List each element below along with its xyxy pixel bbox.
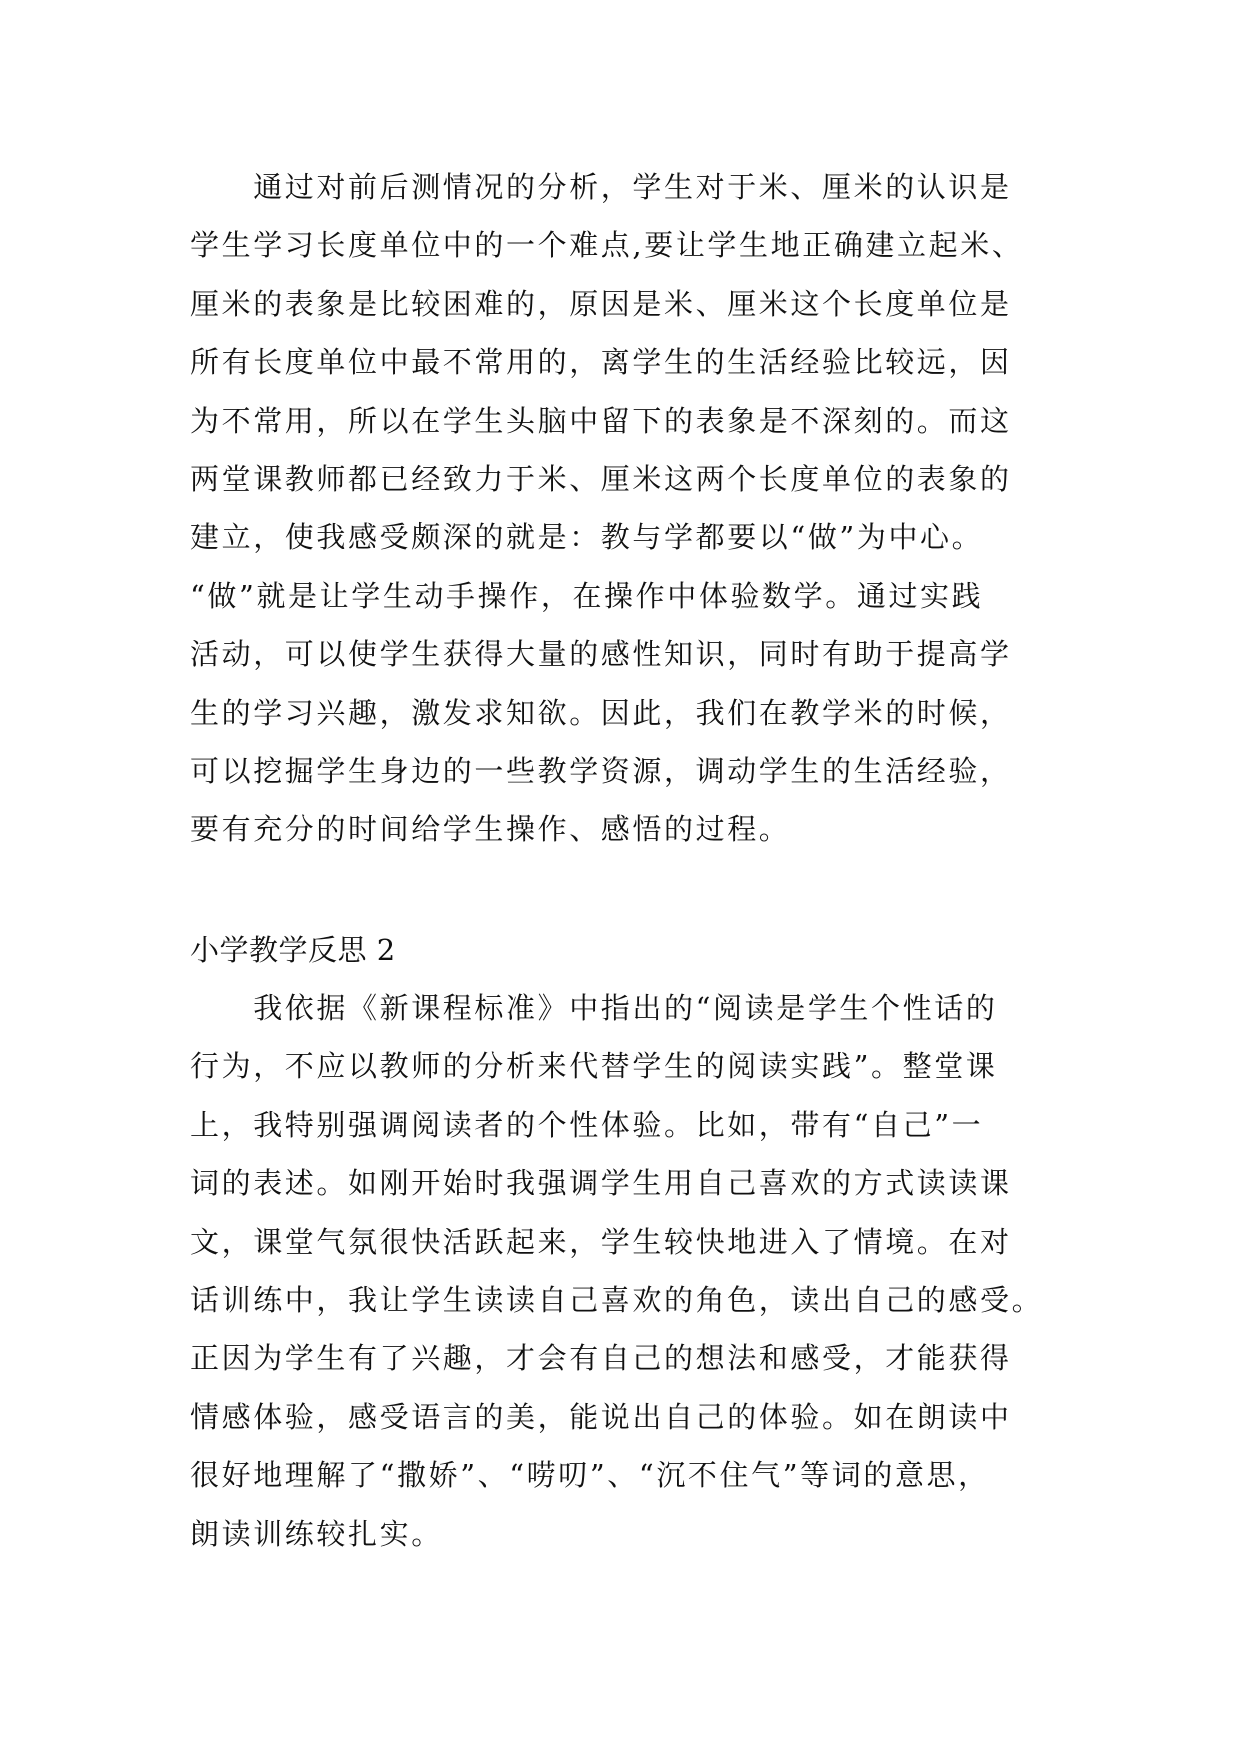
- text-line: 词的表述。如刚开始时我强调学生用自己喜欢的方式读读课: [190, 1166, 1012, 1201]
- text-line: 建立，使我感受颇深的就是：教与学都要以“做”为中心。: [190, 520, 984, 555]
- text-line: 朗读训练较扎实。: [190, 1516, 443, 1551]
- paragraph-2: [190, 979, 1090, 1563]
- text-line: 情感体验，感受语言的美，能说出自己的体验。如在朗读中: [190, 1399, 1012, 1434]
- text-line: 上，我特别强调阅读者的个性体验。比如，带有“自己”一: [190, 1107, 984, 1142]
- text-line: 我依据《新课程标准》中指出的“阅读是学生个性话的: [190, 991, 998, 1026]
- text-line: 通过对前后测情况的分析，学生对于米、厘米的认识是: [190, 170, 1012, 204]
- section-heading: 小学教学反思 2: [190, 932, 396, 967]
- text-line: 话训练中，我让学生读读自己喜欢的角色，读出自己的感受。: [190, 1283, 1044, 1318]
- document-body: [190, 158, 1090, 1563]
- text-line: 所有长度单位中最不常用的，离学生的生活经验比较远，因: [190, 345, 1012, 380]
- text-line: 可以挖掘学生身边的一些教学资源，调动学生的生活经验，: [190, 753, 1012, 788]
- text-line: 两堂课教师都已经致力于米、厘米这两个长度单位的表象的: [190, 461, 1012, 496]
- text-line: 文，课堂气氛很快活跃起来，学生较快地进入了情境。在对: [190, 1224, 1012, 1259]
- text-line: 行为，不应以教师的分析来代替学生的阅读实践”。整堂课: [190, 1049, 998, 1084]
- text-line: 正因为学生有了兴趣，才会有自己的想法和感受，才能获得: [190, 1341, 1012, 1376]
- text-line: 要有充分的时间给学生操作、感悟的过程。: [190, 812, 791, 847]
- text-line: “做”就是让学生动手操作，在操作中体验数学。通过实践: [190, 578, 984, 613]
- text-line: 活动，可以使学生获得大量的感性知识，同时有助于提高学: [190, 637, 1012, 672]
- text-line: 学生学习长度单位中的一个难点,要让学生地正确建立起米、: [190, 228, 1024, 263]
- paragraph-1: [190, 158, 1090, 859]
- text-line: 为不常用，所以在学生头脑中留下的表象是不深刻的。而这: [190, 403, 1012, 438]
- text-line: 生的学习兴趣，激发求知欲。因此，我们在教学米的时候，: [190, 695, 1012, 730]
- text-line: 厘米的表象是比较困难的，原因是米、厘米这个长度单位是: [190, 286, 1012, 321]
- text-line: 很好地理解了“撒娇”、“唠叨”、“沉不住气”等词的意思，: [190, 1458, 990, 1493]
